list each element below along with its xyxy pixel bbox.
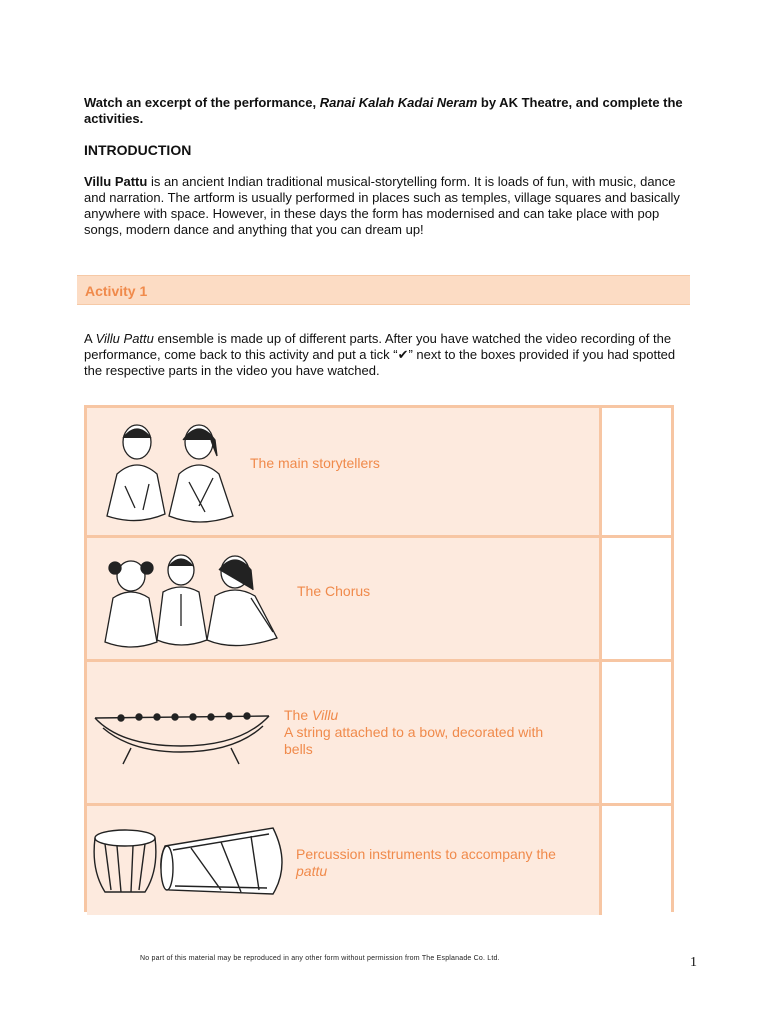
introduction-paragraph <box>84 174 696 238</box>
villu-bow-illustration <box>91 706 273 766</box>
percussion-illustration <box>91 824 291 900</box>
activity-1-lead: A <box>84 331 96 346</box>
activity-1-term: Villu Pattu <box>95 331 154 346</box>
instructions-prefix: Watch an excerpt of the performance, <box>84 95 320 110</box>
chorus-cell <box>87 538 599 659</box>
activity-1-instructions <box>84 331 696 379</box>
instructions <box>84 95 684 127</box>
introduction-heading: INTRODUCTION <box>84 142 192 158</box>
storytellers-tick-box[interactable] <box>599 408 671 535</box>
villu-label <box>284 707 338 724</box>
storytellers-illustration <box>95 416 245 528</box>
villu-term: Villu <box>312 707 339 723</box>
page-number: 1 <box>690 955 697 970</box>
pattu-term: pattu <box>296 863 328 879</box>
introduction-term: Villu Pattu <box>84 174 148 189</box>
table-row-chorus <box>87 538 671 662</box>
table-row-percussion <box>87 806 671 915</box>
introduction-body: is an ancient Indian traditional musical-storytelling form. It is loads of fun, with music, dance and narration. The artform is usually performed in places such as temples, village squares and basically anywhere with space. However, in these days the form has modernised and can take place with pop songs, modern dance and anything that you can dream up! <box>84 174 680 237</box>
performance-title: Ranai Kalah Kadai Neram <box>319 95 478 110</box>
ensemble-parts-table <box>84 405 674 912</box>
chorus-tick-box[interactable] <box>599 538 671 659</box>
chorus-label: The Chorus <box>297 583 371 599</box>
percussion-text: Percussion instruments to accompany the <box>296 846 556 862</box>
activity-1-title: Activity 1 <box>85 283 148 299</box>
copyright-notice: No part of this material may be reproduced in any other form without permission from The Esplanade Co. Ltd. <box>140 955 500 962</box>
activity-1-banner <box>77 275 690 305</box>
percussion-cell <box>87 806 599 915</box>
villu-cell <box>87 662 599 803</box>
chorus-illustration <box>101 546 286 654</box>
villu-tick-box[interactable] <box>599 662 671 803</box>
percussion-label <box>296 846 586 880</box>
table-row-storytellers <box>87 408 671 538</box>
villu-description: A string attached to a bow, decorated with bells <box>284 724 544 757</box>
percussion-tick-box[interactable] <box>599 806 671 915</box>
villu-label-prefix: The <box>284 707 313 723</box>
storytellers-cell <box>87 408 599 535</box>
table-row-villu <box>87 662 671 806</box>
storytellers-label: The main storytellers <box>250 455 380 471</box>
instructions-suffix: by AK Theatre, and complete the activities. <box>84 95 683 126</box>
activity-1-body: ensemble is made up of different parts. After you have watched the video recording of the performance, come back to this activity and put a tick “✔” next to the boxes provided if you had spotted the respective parts in the video you have watched. <box>84 331 676 378</box>
